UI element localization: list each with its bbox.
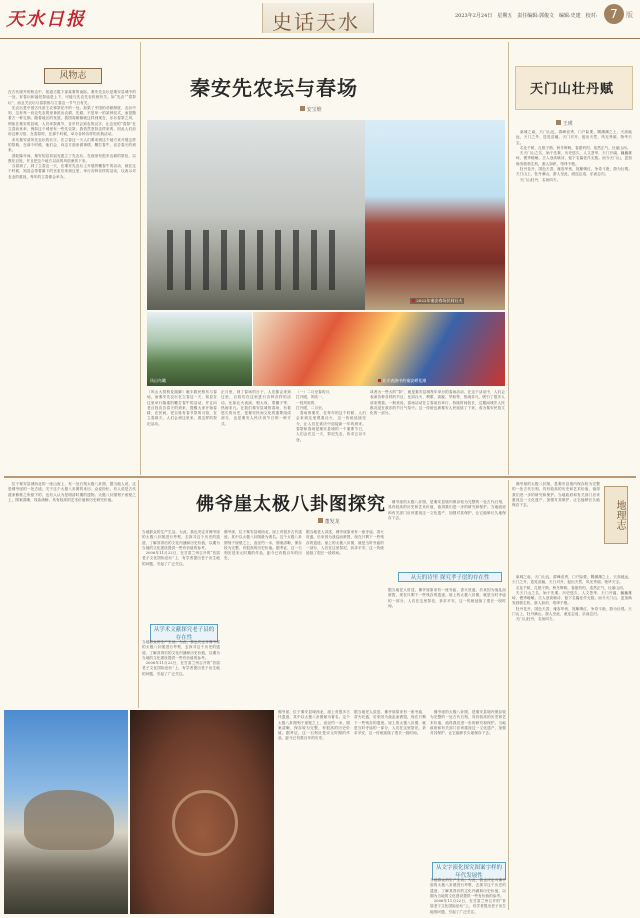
pen-icon [556, 120, 561, 125]
lower-article-title: 佛爷崖太极八卦图探究 [196, 494, 386, 515]
column-tag-dilizhi [604, 486, 628, 544]
right-article-text: 莱城之南，天门山也，群峰竞秀，门户险要，腾渊渊之上，天高地远，天门之外，迭见浩瀚，天门对开，挺出天然，风光秀丽，物华天宝。 名花千树，扎根于斯，秋冬辉映，春夏灼灼，浩然正气，壮丽山河。 夫天门山之名，始于先秦，历史悠久，人文荟萃，天门开阖，巍巍雄峙，俊秀峻峭。古人登高赋诗，留下名篇佳作无数。而今天门山，更加焕发勃勃生机，游人如织，络绎不绝。 牡丹花开，国色天香，雍容华贵，姹紫嫣红，争奇斗艳，蔚为壮观。天门山上，牡丹满山，游人至此，流连忘返，乐而忘归。 天门山牡丹，名扬四方。 [516, 130, 632, 182]
byline-author: 董发龙 [324, 519, 340, 525]
lower-right-text: 佛爷崖的太极八卦图，是秦安县境内保存较为完整的一处古代石刻，具有较高的历史和艺术价值，值得我们进一步的研究和保护。当地政府和有关部门应该重视这一文化遗产，加强对其保护，让它能够长久地保存下去。 [512, 482, 600, 508]
header-meta: 2023年2月24日 星期五 责任编辑:郭俊文 编辑:史建 校对: [455, 13, 598, 19]
right-article-title: 天门山壮丹赋 [530, 82, 615, 97]
newspaper-logo: 天水日报 [6, 9, 86, 30]
divider [140, 42, 141, 475]
column-tag-label: 地理志 [614, 500, 625, 530]
photo-shehuo-performance [253, 312, 505, 386]
byline-author: 王瑛 [562, 121, 573, 127]
caption-marker-icon [378, 379, 381, 382]
photo-bagua-carving [130, 710, 274, 914]
caption-marker-icon [412, 299, 415, 302]
section-title: 史话天水 [272, 10, 360, 34]
main-article-col3-body: （一）二月至春的月， 打开眼，风吹一， 一枝风里的， 打开眼，二月至。 春场的秦安，在每年的这个时候，人们会来到这里观看社火，这一传统延续至今，让人们在欢庆中迎接新一年的到来。春祭和春场是秦安县城的一个重要节日，人们会在这一天，祭祀先农，祈求五谷丰登。 [296, 390, 366, 442]
main-article-col2: 正月里，到了春场的日子，人们都会来到这里，百姓们在这里进行各种各样的活动，比如社火表演，唱大戏，耍狮子等，热闹非凡。在我们秦安县城的春场，有着悠久的历史，是秦安民间文化的重要组成部分，也是秦安人民庆祝节日的一种方式。 [221, 390, 291, 426]
subhead-2: 从天的诗里 探究孝子崖的存在性 [398, 572, 502, 582]
page-number-label: 版 [626, 11, 633, 19]
subhead-3: 从文字演化探究图案字样的年代发展性 [432, 862, 506, 880]
section-divider [4, 476, 636, 478]
divider [508, 480, 509, 910]
main-article-title: 秦安先农坛与春场 [190, 76, 358, 100]
lower-article-byline [318, 518, 340, 525]
column-tag-fengwuzhi [44, 68, 102, 84]
page-number-badge: 7 [604, 4, 624, 24]
lower-col4-text: 据当地老人讲述，佛爷崖原来有一座寺庙，香火旺盛，后来因为战乱而被毁，现在只剩下一些残存的遗迹。崖上的太极八卦图，就是当时寺庙的一部分，人们在这里祭祀，祈求平安，这一传统延续了很长一段时间。 [306, 530, 384, 556]
caption-text: 社火表演中的秦安崂花滩 [382, 378, 427, 383]
lower-bottom-col4: 据当地老人讲述，佛爷崖原来有一座寺庙，香火旺盛，后来因为战乱而被毁，现在只剩下一些残存的遗迹。崖上的太极八卦图，就是当时寺庙的一部分，人们在这里祭祀，祈求平安，这一传统延续了很长一段时间。 [354, 710, 426, 736]
photo-caption-3 [378, 378, 426, 384]
photo-caption-2: 风山鸟瞰 [150, 378, 166, 383]
lower-col2-text-b: 当地群众的生产生活。为此，我也决定对佛爷崖的太极八卦图进行考察，去探寻这个历史的遗迹，了解其背后的文化内涵和历史价值，以期为当地的文化建设提供一些有价值的参考。 2006年11月22日，在甘肃兰州召开的“首届老子文化国际论坛”上，有学者提出老子出生地的问题，引起了广泛关注。 [142, 640, 220, 676]
lower-bottom-col5: 佛爷崖的太极八卦图，是秦安县境内保存较为完整的一处古代石刻，具有较高的历史和艺术价值，值得我们进一步的研究和保护。当地政府和有关部门应该重视这一文化遗产，加强对其保护，让它能够长久地保存下去。 [430, 710, 506, 736]
bagua-symbol-icon [172, 790, 238, 856]
divider [508, 42, 509, 475]
photo-figures [167, 230, 347, 290]
main-photo-ceremony [147, 120, 365, 310]
caption-text: 2022年秦安春场民间社火 [416, 298, 463, 303]
lower-col2-text: 当地群众的生产生活。为此，我也决定对佛爷崖的太极八卦图进行考察，去探寻这个历史的遗迹，了解其背后的文化内涵和历史价值，以期为当地的文化建设提供一些有价值的参考。 2006年11月22日，在甘肃兰州召开的“首届老子文化国际论坛”上，有学者提出老子出生地的问题，引起了广泛关注。 [142, 530, 220, 566]
lower-col5-text: 佛爷崖的太极八卦图，是秦安县境内保存较为完整的一处古代石刻，具有较高的历史和艺术价值，值得我们进一步的研究和保护。当地政府和有关部门应该重视这一文化遗产，加强对其保护，让它能够长久地保存下去。 [388, 500, 506, 520]
main-article-col4: 或者为一些大的“祭”，就是秦安县城每年举行的春场活动，在这个活动中，人们会表演各种各样的节目，比如社火、秧歌、高跷、旱船等，热闹非凡，吸引了很多人前来观看。一般来说，春场活动在立春前后举行，持续时间较长，这期间城乡人民都沉浸在欢乐的节日气氛中。这一传统也被秦安人民延续了下来，成为秦安民俗文化的一部分。 [370, 390, 505, 416]
photo-fuyeya-landscape [4, 710, 128, 914]
column-tag-label: 风物志 [59, 71, 87, 81]
lower-bottom-col5-b: 当地群众的生产生活。为此，我也决定对佛爷崖的太极八卦图进行考察，去探寻这个历史的遗迹，了解其背后的文化内涵和历史价值，以期为当地的文化建设提供一些有价值的参考。 2006年11月22日，在甘肃兰州召开的“首届老子文化国际论坛”上，有学者提出老子出生地的问题，引起了广泛关注。 [430, 878, 506, 914]
main-photo-building [365, 120, 505, 310]
main-article-col1: （风山大拱桥及瑞脚）雍丰路民桥布与春场，而秦安先农坛在立春这一天，知县在这里举行隆重的鞭打春牛的活动，并且向老百姓宣告春天的到来，提醒大家开始春耕，在民间，老百姓有春节祭的习俗，在立春那天，人们会到这里来，看这样的祭祀活动。 [147, 390, 217, 426]
lower-left-text: 位于秦安县城西北的一座山崖上，有一处石刻太极八卦图，据当地人说，这是佛爷崖的一处古迹。关于这个太极八卦图的来历，众说纷纭，有人说是古代道家修炼之所留下的，也有人认为是明清时期的遗物。太极八卦图刻于崖壁之上，图案清晰，线条流畅，具有较高的艺术价值和历史研究价值。 [8, 482, 136, 502]
photo-rock [24, 790, 114, 850]
lower-bottom-col3: 佛爷崖，位于秦安县城西北，崖上有很多古代遗迹，其中以太极八卦图最为著名。这个太极八卦图刻于崖壁之上，直径约一米，图案清晰，保存较为完整，有很高的历史价值。据考证，这一石刻应是宋元时期的作品，距今已有数百年的历史。 [278, 710, 350, 741]
left-column-text: 在古代城外的桥边中，知道古陇下部某要的南际。秦安先农坛是秦安县城中的一处，好春坛和福信祭庙是上下，可能与先农先农传统有关。如“先农”“春祭坛”，而且关农坛与春祭都与立春这一节气日有关。 先农坛是中国古代帝王农事祭祀中的一处。如果了中国的劝耕制度，农坛中则，这有每一向农先农观里神祇出农耕，先耕，不是单一的某种仪式，而是随着古一种礼制。随着地区的发展，我国周朝翰就这样到现在，乐坛春祭之风，例如在秦安的县城，人们举祭典节，各乡村会到农的汉字，让这里的“春祭”在立春前来举，例如这个城里有一些先农祭，我依然坚持这样来的，因此人们前用这种习俗，在春祭时，在那个时候，举办各种各样的庆典活动。 宋代秦安清风先农坛的坛宇，在立春这一天人们要来到这个地方来开展这样的祭典，在那个时候，他们会，向这方面来做事情，鞭打春牛，宣告春天的到来。 清乾隆年间，秦安知县刘祖光建立了先农坛，在那里有很多农耕的祭仪，以教化百姓，并且把这个地方以前的风俗流传下来。 当春到了，到了立春这一天，在秦安先农坛上开展的鞭春牛的活动，就在这个时候，知县会带着属下的官吏们来到这里，举行各种各样的活动，以表示对农业的重视，每年的立春都会举办。 [8, 90, 136, 179]
divider [138, 480, 139, 708]
lower-col5-text-b: 据当地老人讲述，佛爷崖原来有一座寺庙，香火旺盛，后来因为战乱而被毁，现在只剩下一些残存的遗迹。崖上的太极八卦图，就是当时寺庙的一部分，人们在这里祭祀，祈求平安，这一传统延续了很长一段时间。 [388, 588, 506, 608]
main-article-byline [300, 106, 322, 113]
photo-caption-1 [410, 298, 464, 304]
pen-icon [300, 106, 305, 111]
lower-col3-text: 佛爷崖，位于秦安县城西北，崖上有很多古代遗迹，其中以太极八卦图最为著名。这个太极八卦图刻于崖壁之上，直径约一米，图案清晰，保存较为完整，有很高的历史价值。据考证，这一石刻应是宋元时期的作品，距今已有数百年的历史。 [224, 530, 302, 561]
subhead-1: 从学术文献探究老子县的存在性 [150, 624, 218, 642]
photo-fengshan-aerial [147, 312, 252, 386]
lower-right-text-b: 莱城之南，天门山也，群峰竞秀，门户险要，腾渊渊之上，天高地远，天门之外，迭见浩瀚，天门对开，挺出天然，风光秀丽，物华天宝。 名花千树，扎根于斯，秋冬辉映，春夏灼灼，浩然正气，壮丽山河。 夫天门山之名，始于先秦，历史悠久，人文荟萃，天门开阖，巍巍雄峙，俊秀峻峭。古人登高赋诗，留下名篇佳作无数。而今天门山，更加焕发勃勃生机，游人如织，络绎不绝。 牡丹花开，国色天香，雍容华贵，姹紫嫣红，争奇斗艳，蔚为壮观。天门山上，牡丹满山，游人至此，流连忘返，乐而忘归。 天门山牡丹，名扬四方。 [512, 575, 632, 622]
right-article-byline [556, 120, 573, 127]
byline-author: 安宝维 [306, 107, 322, 113]
pen-icon [318, 518, 323, 523]
